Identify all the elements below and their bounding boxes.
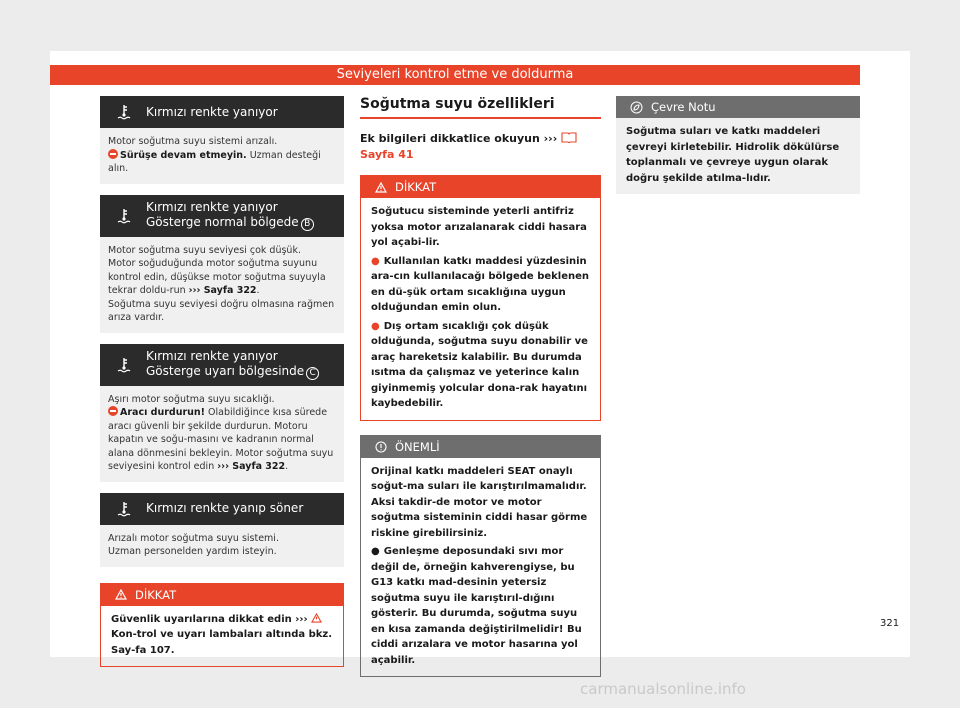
indicator-header	[100, 344, 344, 386]
indicator-text: Uzman personelden yardım isteyin.	[108, 546, 277, 557]
indicator-header	[100, 96, 344, 128]
warning-body: Güvenlik uyarılarına dikkat edin ››› Kon-trol ve uyarı lambaları altında bkz. Say-fa 107.	[111, 613, 333, 656]
column-indicators	[100, 96, 344, 667]
indicator-text: Soğutma suyu seviyesi doğru olmasına rağmen arıza vardır.	[108, 298, 335, 323]
indicator-block-2	[100, 195, 344, 333]
coolant-thermometer-icon	[108, 357, 140, 373]
environment-note-box	[616, 96, 860, 194]
environment-body: Soğutma suları ve katkı maddeleri çevreyi kirletebilir. Hidrolik dökülürse toplanmalı ve çevreye uygun olarak doğru şekilde atılma-lıdır.	[616, 118, 860, 194]
indicator-body	[100, 128, 344, 184]
stop-icon	[108, 149, 118, 159]
leaf-icon	[630, 101, 643, 114]
warning-box	[360, 175, 601, 421]
note-header	[361, 436, 600, 458]
page-link[interactable]: Sayfa 41	[360, 148, 414, 161]
indicator-text: Aşırı motor soğutma suyu sıcaklığı.	[108, 393, 275, 405]
indicator-title: Kırmızı renkte yanıyor	[146, 104, 278, 119]
indicator-bold-text: Sürüşe devam etmeyin.	[120, 149, 247, 161]
warning-header	[361, 176, 600, 198]
page-link[interactable]: ››› Sayfa 322	[217, 461, 286, 472]
warning-header	[101, 584, 343, 606]
indicator-header	[100, 195, 344, 237]
bullet: ●	[371, 546, 380, 557]
indicator-block-3	[100, 344, 344, 482]
lead-text: Ek bilgileri dikkatlice okuyun ››› Sayfa 41	[360, 131, 601, 163]
indicator-text: Motor soğutma suyu seviyesi çok düşük.	[108, 244, 301, 256]
indicator-title: Kırmızı renkte yanıp söner	[146, 501, 304, 515]
note-body: Orijinal katkı maddeleri SEAT onaylı soğut-ma suları ile karıştırılmamalıdır. Aksi takdir-de motor ve motor soğutma sisteminin ciddi hasar görme riskine girebilirsiniz. ● Genleşme deposundaki sıvı mor değil de, örneğin kahverengiyse, bu G13 katkı mad-desinin yetersiz soğutma suyu ile karıştırıl-dığını gösterir. Bu durumda, soğutma suyu en kısa zamanda değiştirilmelidir! Bu ciddi arızalara ve motor hasarına yol açabilir.	[371, 465, 588, 666]
page-number: 321	[880, 618, 900, 629]
indicator-text: Motor soğutma suyu sistemi arızalı.	[108, 136, 278, 147]
coolant-thermometer-icon	[108, 501, 140, 517]
indicator-title: Kırmızı renkte yanıyor Gösterge uyarı bölgesinde C	[140, 349, 319, 380]
indicator-title: Kırmızı renkte yanıyor Gösterge normal bölgede B	[140, 200, 314, 231]
warning-body: Soğutucu sisteminde yeterli antifriz yoksa motor arızalanarak ciddi hasara yol açabi-lir. ● Kullanılan katkı maddesi yüzdesinin ara-cın kullanılacağı bölgede beklenen en dü-şük ortam sıcaklığına uygun olduğundan emin olun. ● Dış ortam sıcaklığı çok düşük olduğunda, soğutma suyu donabilir ve araç hareketsiz kalabilir. Bu durumda ısıtma da çalışmaz ve yeterince kalın giyinmemiş yolcular dona-rak hayatını kaybedebilir.	[371, 206, 590, 409]
coolant-thermometer-icon	[108, 208, 140, 224]
bullet: ●	[371, 320, 380, 332]
indicator-header	[100, 493, 344, 525]
indicator-body	[100, 525, 344, 567]
watermark: carmanualsonline.info	[580, 680, 746, 698]
book-icon	[561, 131, 577, 143]
coolant-thermometer-icon	[108, 104, 140, 120]
note-box	[360, 435, 601, 678]
warning-title: DİKKAT	[395, 180, 437, 194]
note-title: ÖNEMLİ	[395, 439, 440, 454]
indicator-body: Aşırı motor soğutma suyu sıcaklığı. Aracı durdurun! Olabildiğince kısa sürede aracı güvenli bir şekilde durdurun. Motoru kapatın ve soğu-masını ve kadranın normal alana dönmesini bekleyin. Motor soğutma suyu seviyesini kontrol edin ››› Sayfa 322.	[100, 386, 344, 482]
bullet: ●	[371, 255, 380, 267]
indicator-text: Arızalı motor soğutma suyu sistemi.	[108, 532, 279, 544]
warning-triangle-icon	[375, 182, 387, 193]
callout-badge: C	[306, 367, 319, 380]
indicator-body: Motor soğutma suyu seviyesi çok düşük. Motor soğuduğunda motor soğutma suyunu kontrol edin, düşükse motor soğutma suyuyla tekrar doldu-run ››› Sayfa 322. Soğutma suyu seviyesi doğru olmasına rağmen arıza vardır.	[100, 237, 344, 333]
info-circle-icon	[375, 441, 387, 453]
page-header: Seviyeleri kontrol etme ve doldurma	[50, 65, 860, 85]
warning-box	[100, 583, 344, 668]
environment-title: Çevre Notu	[651, 100, 716, 114]
indicator-block-1	[100, 96, 344, 184]
warning-triangle-icon	[115, 589, 127, 600]
column-environment	[616, 96, 860, 194]
page-link[interactable]: ››› Sayfa 322	[188, 285, 257, 296]
stop-icon	[108, 406, 118, 416]
indicator-block-4	[100, 493, 344, 567]
indicator-text: Uzman desteği alın.	[108, 149, 321, 174]
callout-badge: B	[301, 218, 314, 231]
warning-title: DİKKAT	[135, 587, 177, 602]
column-coolant	[360, 96, 601, 677]
warning-triangle-icon	[311, 613, 322, 623]
environment-header	[616, 96, 860, 118]
section-title: Soğutma suyu özellikleri	[360, 96, 601, 119]
